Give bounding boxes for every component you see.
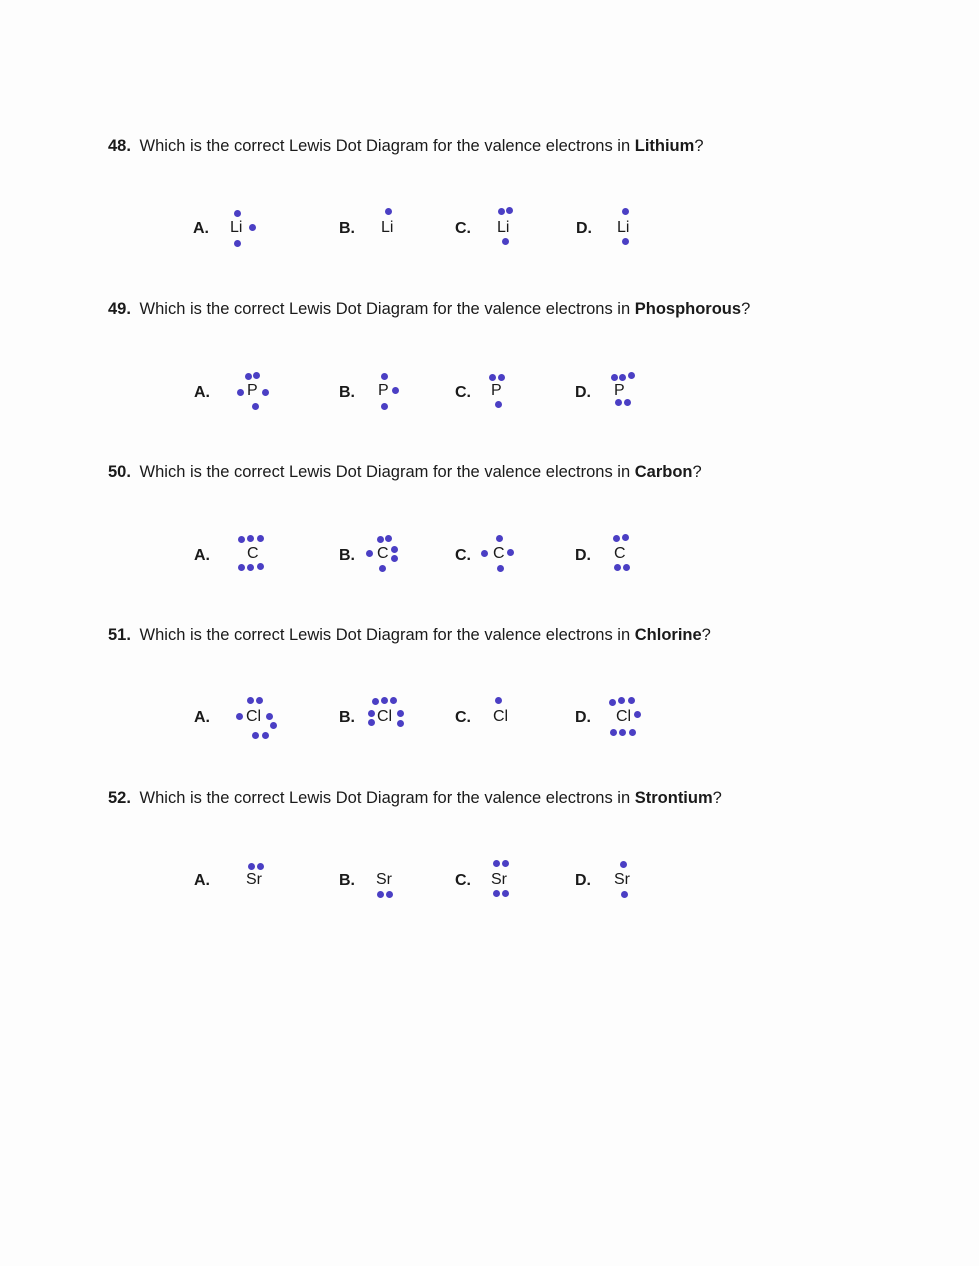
electron-dot: [381, 373, 388, 380]
lewis-diagram-49a[interactable]: [230, 363, 290, 423]
lewis-diagram-51c[interactable]: [484, 689, 544, 749]
choice-letter-b: B.: [339, 384, 355, 401]
element-symbol: Sr: [491, 871, 507, 888]
electron-dot: [628, 372, 635, 379]
electron-dot: [495, 401, 502, 408]
lewis-diagram-52a[interactable]: [238, 852, 298, 912]
question-suffix: ?: [694, 137, 704, 155]
question-text: Which is the correct Lewis Dot Diagram for the valence electrons in: [139, 300, 635, 318]
electron-dot: [493, 860, 500, 867]
question-element: Carbon: [634, 463, 693, 481]
electron-dot: [257, 563, 264, 570]
electron-dot: [507, 549, 514, 556]
lewis-diagram-50a[interactable]: [232, 526, 292, 586]
element-symbol: Cl: [616, 708, 632, 725]
lewis-diagram-51a[interactable]: [230, 689, 290, 749]
question-number: 50.: [108, 463, 131, 481]
element-symbol: Sr: [246, 871, 262, 888]
choice-letter-c: C.: [455, 384, 471, 401]
lewis-diagram-48b[interactable]: [372, 200, 432, 260]
electron-dot: [502, 238, 509, 245]
electron-dot: [609, 699, 616, 706]
electron-dot: [247, 697, 254, 704]
electron-dot: [238, 536, 245, 543]
question-suffix: ?: [701, 626, 711, 644]
choice-letter-a: A.: [194, 709, 210, 726]
element-symbol: Li: [497, 219, 510, 236]
electron-dot: [622, 238, 629, 245]
question-51: [108, 625, 928, 645]
element-symbol: Li: [381, 219, 394, 236]
electron-dot: [245, 373, 252, 380]
choices-52: [0, 852, 979, 932]
electron-dot: [629, 729, 636, 736]
electron-dot: [493, 890, 500, 897]
element-symbol: Li: [617, 219, 630, 236]
choice-letter-c: C.: [455, 872, 471, 889]
electron-dot: [619, 729, 626, 736]
electron-dot: [238, 564, 245, 571]
electron-dot: [506, 207, 513, 214]
electron-dot: [397, 710, 404, 717]
electron-dot: [236, 713, 243, 720]
electron-dot: [377, 536, 384, 543]
electron-dot: [247, 535, 254, 542]
electron-dot: [256, 697, 263, 704]
choice-letter-c: C.: [455, 547, 471, 564]
electron-dot: [381, 403, 388, 410]
lewis-diagram-52b[interactable]: [368, 852, 428, 912]
choice-letter-b: B.: [339, 220, 355, 237]
question-49: [108, 299, 928, 319]
lewis-diagram-48c[interactable]: [488, 200, 548, 260]
electron-dot: [614, 564, 621, 571]
lewis-diagram-48a[interactable]: [222, 200, 282, 260]
electron-dot: [257, 535, 264, 542]
lewis-diagram-51d[interactable]: [604, 689, 664, 749]
question-element: Strontium: [634, 789, 713, 807]
lewis-diagram-49d[interactable]: [606, 363, 666, 423]
electron-dot: [385, 208, 392, 215]
electron-dot: [390, 697, 397, 704]
electron-dot: [392, 387, 399, 394]
electron-dot: [249, 224, 256, 231]
question-number: 49.: [108, 300, 131, 318]
choices-49: [0, 363, 979, 443]
choice-letter-d: D.: [575, 709, 591, 726]
choice-letter-a: A.: [193, 220, 209, 237]
electron-dot: [615, 399, 622, 406]
electron-dot: [498, 208, 505, 215]
electron-dot: [252, 403, 259, 410]
lewis-diagram-48d[interactable]: [608, 200, 668, 260]
electron-dot: [252, 732, 259, 739]
lewis-diagram-50c[interactable]: [476, 526, 536, 586]
choices-50: [0, 526, 979, 606]
question-text: Which is the correct Lewis Dot Diagram for the valence electrons in: [139, 137, 635, 155]
question-text: Which is the correct Lewis Dot Diagram for the valence electrons in: [139, 463, 635, 481]
lewis-diagram-49b[interactable]: [372, 363, 432, 423]
lewis-diagram-50d[interactable]: [606, 526, 666, 586]
electron-dot: [495, 697, 502, 704]
element-symbol: C: [377, 545, 389, 562]
question-suffix: ?: [692, 463, 702, 481]
lewis-diagram-52d[interactable]: [606, 852, 666, 912]
electron-dot: [397, 720, 404, 727]
electron-dot: [620, 861, 627, 868]
lewis-diagram-50b[interactable]: [360, 526, 420, 586]
element-symbol: C: [493, 545, 505, 562]
electron-dot: [391, 546, 398, 553]
choices-51: [0, 689, 979, 769]
electron-dot: [624, 399, 631, 406]
electron-dot: [502, 860, 509, 867]
choices-48: [0, 200, 979, 280]
choice-letter-c: C.: [455, 220, 471, 237]
electron-dot: [610, 729, 617, 736]
electron-dot: [622, 208, 629, 215]
question-suffix: ?: [741, 300, 751, 318]
question-number: 48.: [108, 137, 131, 155]
electron-dot: [618, 697, 625, 704]
element-symbol: P: [247, 382, 258, 399]
electron-dot: [621, 891, 628, 898]
choice-letter-a: A.: [194, 872, 210, 889]
electron-dot: [498, 374, 505, 381]
question-element: Phosphorous: [634, 300, 742, 318]
choice-letter-d: D.: [575, 384, 591, 401]
choice-letter-d: D.: [576, 220, 592, 237]
question-suffix: ?: [712, 789, 722, 807]
element-symbol: Sr: [614, 871, 630, 888]
question-element: Chlorine: [634, 626, 702, 644]
electron-dot: [611, 374, 618, 381]
element-symbol: P: [378, 382, 389, 399]
question-52: [108, 788, 928, 808]
choice-letter-b: B.: [339, 872, 355, 889]
element-symbol: Cl: [377, 708, 393, 725]
electron-dot: [391, 555, 398, 562]
electron-dot: [247, 564, 254, 571]
choice-letter-d: D.: [575, 872, 591, 889]
electron-dot: [248, 863, 255, 870]
electron-dot: [377, 891, 384, 898]
element-symbol: C: [614, 545, 626, 562]
question-number: 52.: [108, 789, 131, 807]
electron-dot: [381, 697, 388, 704]
question-48: [108, 136, 928, 156]
electron-dot: [613, 535, 620, 542]
lewis-diagram-51b[interactable]: [362, 689, 422, 749]
electron-dot: [262, 732, 269, 739]
electron-dot: [234, 210, 241, 217]
electron-dot: [234, 240, 241, 247]
electron-dot: [628, 697, 635, 704]
choice-letter-d: D.: [575, 547, 591, 564]
question-50: [108, 462, 928, 482]
electron-dot: [502, 890, 509, 897]
electron-dot: [386, 891, 393, 898]
electron-dot: [496, 535, 503, 542]
electron-dot: [372, 698, 379, 705]
electron-dot: [619, 374, 626, 381]
electron-dot: [266, 713, 273, 720]
question-element: Lithium: [634, 137, 695, 155]
electron-dot: [481, 550, 488, 557]
choice-letter-a: A.: [194, 547, 210, 564]
element-symbol: C: [247, 545, 259, 562]
electron-dot: [385, 535, 392, 542]
electron-dot: [368, 719, 375, 726]
element-symbol: P: [614, 382, 625, 399]
question-text: Which is the correct Lewis Dot Diagram for the valence electrons in: [139, 789, 635, 807]
electron-dot: [253, 372, 260, 379]
electron-dot: [623, 564, 630, 571]
choice-letter-b: B.: [339, 547, 355, 564]
electron-dot: [366, 550, 373, 557]
electron-dot: [237, 389, 244, 396]
electron-dot: [489, 374, 496, 381]
element-symbol: Cl: [493, 708, 509, 725]
choice-letter-b: B.: [339, 709, 355, 726]
element-symbol: Sr: [376, 871, 392, 888]
question-text: Which is the correct Lewis Dot Diagram for the valence electrons in: [139, 626, 635, 644]
element-symbol: Li: [230, 219, 243, 236]
choice-letter-a: A.: [194, 384, 210, 401]
electron-dot: [497, 565, 504, 572]
element-symbol: P: [491, 382, 502, 399]
lewis-diagram-52c[interactable]: [484, 852, 544, 912]
electron-dot: [270, 722, 277, 729]
electron-dot: [257, 863, 264, 870]
electron-dot: [622, 534, 629, 541]
lewis-diagram-49c[interactable]: [482, 363, 542, 423]
electron-dot: [368, 710, 375, 717]
choice-letter-c: C.: [455, 709, 471, 726]
electron-dot: [634, 711, 641, 718]
electron-dot: [262, 389, 269, 396]
electron-dot: [379, 565, 386, 572]
question-number: 51.: [108, 626, 131, 644]
element-symbol: Cl: [246, 708, 262, 725]
